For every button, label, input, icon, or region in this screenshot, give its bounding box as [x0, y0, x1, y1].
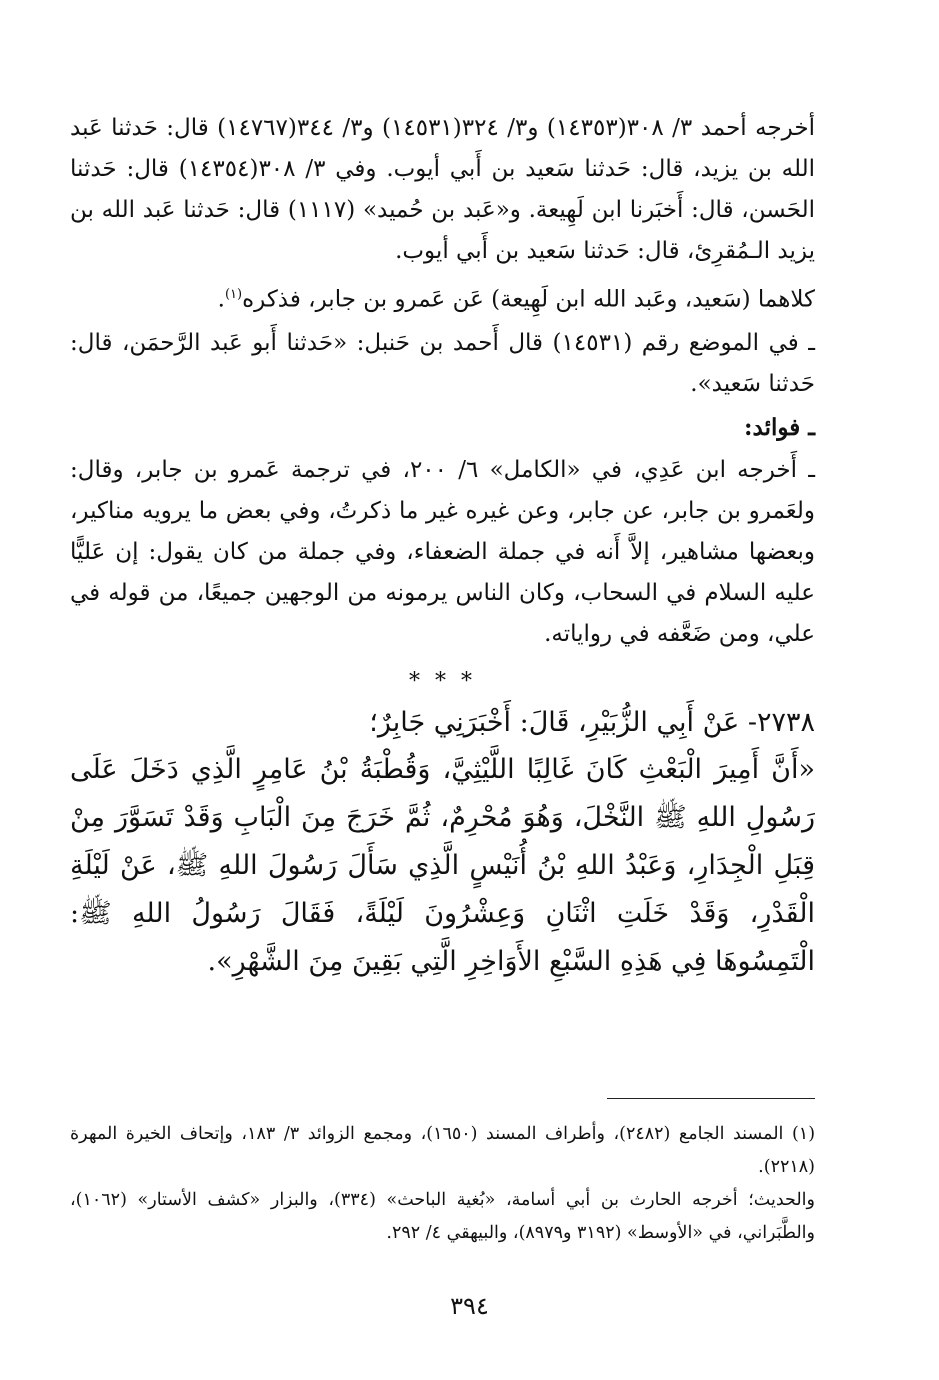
chain-summary-paragraph: كلاهما (سَعيد، وعَبد الله ابن لَهِيعة) عَن عَمرو بن جابر، فذكره$^{(١)}$.: [217, 286, 815, 313]
page-number: ٣٩٤: [450, 1292, 489, 1320]
hadith-text: «أَنَّ أَمِيرَ الْبَعْثِ كَانَ غَالِبًا اللَّيْثِيَّ، وَقُطْبَةُ بْنُ عَامِرٍ الَّذِي دَخَلَ عَلَى رَسُولِ اللهِ ﷺ النَّخْلَ، وَهُوَ مُحْرِمٌ، ثُمَّ خَرَجَ مِنَ الْبَابِ وَقَدْ تَسَوَّرَ مِنْ قِبَلِ الْجِدَارِ، وَعَبْدُ اللهِ بْنُ أُنَيْسٍ الَّذِي سَأَلَ رَسُولَ اللهِ ﷺ، عَنْ لَيْلَةِ الْقَدْرِ، وَقَدْ خَلَتِ اثْنَانِ وَعِشْرُونَ لَيْلَةً، فَقَالَ رَسُولُ اللهِ ﷺ: الْتَمِسُوهَا فِي هَذِهِ السَّبْعِ الأَوَاخِرِ الَّتِي بَقِينَ مِنَ الشَّهْرِ».: [70, 753, 815, 977]
position-note-paragraph: ـ في الموضع رقم (١٤٥٣١) قال أَحمد بن حَنبل: «حَدثنا أَبو عَبد الرَّحمَن، قال: حَدثنا سَعيد».: [70, 329, 815, 397]
takhrij-paragraph: أخرجه أحمد ٣/ ٣٠٨(١٤٣٥٣) و٣/ ٣٢٤(١٤٥٣١) و٣/ ٣٤٤(١٤٧٦٧) قال: حَدثنا عَبد الله بن يزيد، قال: حَدثنا سَعيد بن أَبي أيوب. وفي ٣/ ٣٠٨(١٤٣٥٤) قال: حَدثنا الحَسن، قال: أَخبَرنا ابن لَهِيعة. و«عَبد بن حُميد» (١١١٧) قال: حَدثنا عَبد الله بن يزيد الـمُقرِئ، قال: حَدثنا سَعيد بن أَبي أيوب.: [70, 115, 816, 264]
hadith-heading: ٢٧٣٨- عَنْ أَبِي الزُّبَيْرِ، قَالَ: أَخْبَرَنِي جَابِرٌ؛: [369, 706, 815, 738]
footnote-1: (١) المسند الجامع (٢٤٨٢)، وأطراف المسند (١٦٥٠)، ومجمع الزوائد ٣/ ١٨٣، وإتحاف الخيرة المهرة (٢٢١٨).: [70, 1124, 816, 1177]
footnote-2: والحديث؛ أخرجه الحارث بن أبي أسامة، «بُغية الباحث» (٣٣٤)، والبزار «كشف الأستار» (١٠٦٢)، والطَّبَراني، في «الأوسط» (٣١٩٢ و٨٩٧٩)، والبيهقي ٤/ ٢٩٢.: [70, 1190, 815, 1243]
benefits-heading: ـ فوائد:: [744, 413, 815, 441]
chain-summary-text: كلاهما (سَعيد، وعَبد الله ابن لَهِيعة) عَن عَمرو بن جابر، فذكره: [242, 286, 815, 313]
main-text: [70, 108, 815, 986]
benefits-paragraph: ـ أَخرجه ابن عَدِي، في «الكامل» ٦/ ٢٠٠، في ترجمة عَمرو بن جابر، وقال: ولعَمرو بن جابر، عن جابر، وعن غيره غير ما ذكرتُ، وفي بعض ما يرويه مناكير، وبعضها مشاهير، إلاَّ أَنه في جملة الضعفاء، وفي جملة من كان يقول: إن عَليًّا عليه السلام في السحاب، وكان الناس يرمونه من الوجهين جميعًا، من قوله في علي، ومن ضَعَّفه في رواياته.: [70, 456, 815, 647]
footnote-divider: [607, 1098, 815, 1099]
footnote-marker: (١): [224, 287, 243, 302]
section-separator: * * *: [409, 668, 476, 694]
footnotes: [70, 1118, 815, 1250]
